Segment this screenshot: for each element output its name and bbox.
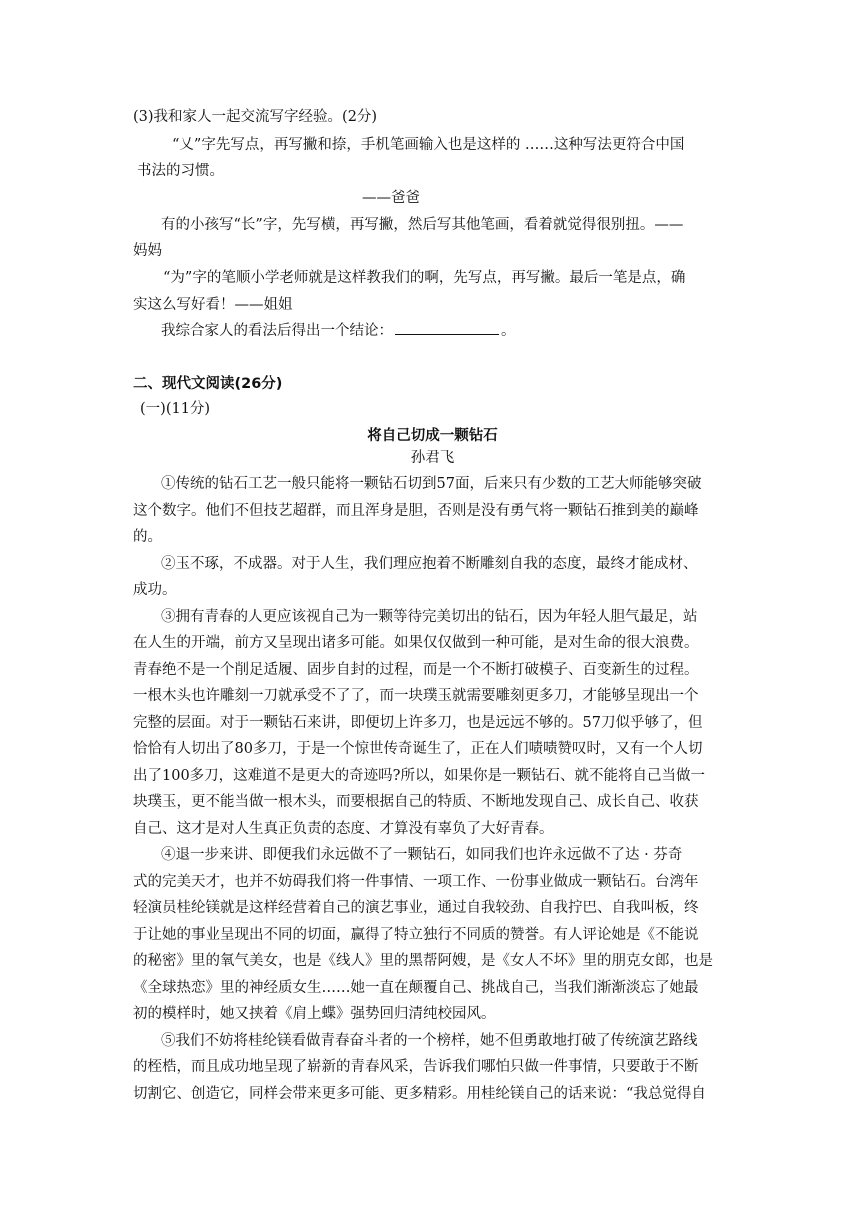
article-line: ①传统的钻石工艺一般只能将一颗钻石切到57面，后来只有少数的工艺大师能够突破 (161, 476, 702, 492)
article-line: 成功。 (133, 582, 177, 598)
question-3-title: (3)我和家人一起交流写字经验。(2分) (133, 109, 378, 125)
conclusion-line (161, 320, 516, 341)
article-line: 的桎梏，而且成功地呈现了崭新的青春风采，告诉我们哪怕只做一件事情，只要敢于不断 (133, 1059, 699, 1075)
section-heading: 二、现代文阅读(26分) (133, 376, 283, 392)
article-line: 的。 (133, 529, 162, 545)
article-line: 的秘密》里的氧气美女，也是《线人》里的黑帮阿嫂，是《女人不坏》里的朋克女郎，也是 (133, 953, 713, 969)
article-line: 切割它、创造它，同样会带来更多可能、更多精彩。用桂纶镁自己的话来说：“我总觉得自 (133, 1086, 706, 1102)
dad-opinion-line-2: 书法的习惯。 (137, 163, 224, 179)
mom-opinion-line-2: 妈妈 (133, 243, 162, 259)
article-line: 在人生的开端，前方又呈现出诸多可能。如果仅仅做到一种可能，是对生命的很大浪费。 (133, 635, 699, 651)
article-line: 于让她的事业呈现出不同的切面，赢得了特立独行不同质的赞誉。有人评论她是《不能说 (133, 927, 699, 943)
article-line: 出了100多刀，这难道不是更大的奇迹吗?所以，如果你是一颗钻石、就不能将自己当做一 (133, 768, 705, 784)
article-line: 恰恰有人切出了80多刀，于是一个惊世传奇诞生了，正在人们啧啧赞叹时，又有一个人切 (133, 741, 703, 757)
sister-opinion-line-1: “为”字的笔顺小学老师就是这样教我们的啊，先写点，再写撇。最后一笔是点，确 (163, 270, 686, 286)
article-line: 式的完美天才，也并不妨碍我们将一件事情、一项工作、一份事业做成一颗钻石。台湾年 (133, 874, 699, 890)
dad-opinion-line-1: “乂”字先写点，再写撇和捺，手机笔画输入也是这样的 ……这种写法更符合中国 (172, 137, 685, 153)
article-line: 初的模样时，她又挟着《肩上蝶》强势回归清纯校园风。 (133, 1006, 496, 1022)
article-line: 《全球热恋》里的神经质女生……她一直在颠覆自己、挑战自己，当我们渐渐淡忘了她最 (133, 980, 699, 996)
article-line: 完整的层面。对于一颗钻石来讲，即便切上许多刀，也是远远不够的。57刀似乎够了，但 (133, 715, 703, 731)
article-line: 这个数字。他们不但技艺超群，而且浑身是胆，否则是没有勇气将一颗钻石推到美的巅峰 (133, 503, 699, 519)
article-line: 一根木头也许雕刻一刀就承受不了了，而一块璞玉就需要雕刻更多刀，才能够呈现出一个 (133, 688, 699, 704)
dad-signature: ——爸爸 (362, 190, 420, 206)
article-line: ④退一步来讲、即便我们永远做不了一颗钻石，如同我们也许永远做不了达 · 芬奇 (161, 847, 683, 863)
mom-opinion-line-1: 有的小孩写“长”字，先写横，再写撇，然后写其他笔画，看着就觉得很别扭。—— (161, 217, 684, 233)
answer-blank[interactable] (395, 320, 499, 335)
article-line: ③拥有青春的人更应该视自己为一颗等待完美切出的钻石，因为年轻人胆气最足，站 (161, 609, 698, 625)
article-line: ⑤我们不妨将桂纶镁看做青春奋斗者的一个榜样，她不但勇敢地打破了传统演艺路线 (161, 1033, 698, 1049)
article-author: 孙君飞 (410, 450, 455, 466)
sister-opinion-line-2: 实这么写好看！——姐姐 (133, 297, 293, 313)
conclusion-prefix: 我综合家人的看法后得出一个结论： (161, 323, 393, 339)
conclusion-suffix: 。 (501, 323, 516, 339)
article-line: 自己、这才是对人生真正负责的态度、才算没有辜负了大好青春。 (133, 821, 554, 837)
article-line: 块璞玉，更不能当做一根木头，而要根据自己的特质、不断地发现自己、成长自己、收获 (133, 794, 699, 810)
part-label: (一)(11分) (140, 401, 211, 417)
article-title: 将自己切成一颗钻石 (367, 428, 498, 444)
article-line: 青春绝不是一个削足适履、固步自封的过程，而是一个不断打破模子、百变新生的过程。 (133, 662, 699, 678)
article-line: 轻演员桂纶镁就是这样经营着自己的演艺事业，通过自我较劲、自我拧巴、自我叫板，终 (133, 900, 699, 916)
article-line: ②玉不琢，不成器。对于人生，我们理应抱着不断雕刻自我的态度，最终才能成材、 (161, 556, 698, 572)
